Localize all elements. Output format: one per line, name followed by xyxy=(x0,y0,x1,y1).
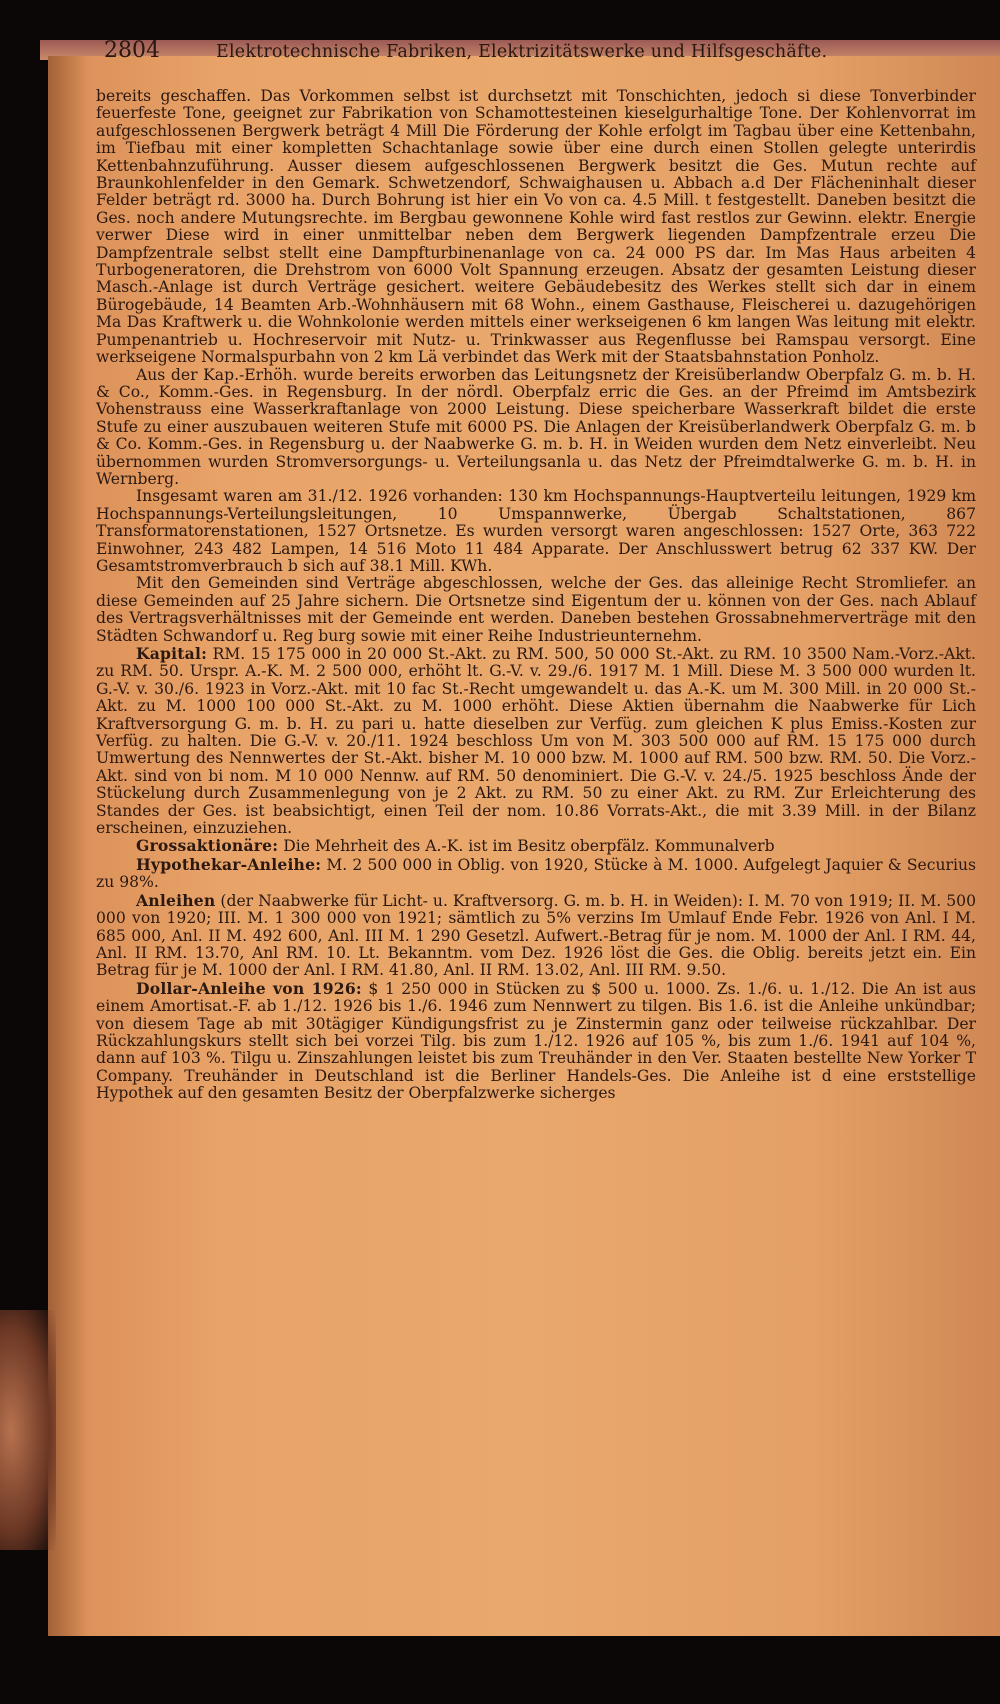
section-label: Dollar-Anleihe von 1926: xyxy=(136,978,362,998)
paragraph-text: bereits geschaffen. Das Vorkommen selbst ist durchsetzt mit Tonschichten, jedoch si diese Tonverbinder feuerfeste Tone, geeignet zur Fabrikation von Schamottesteinen kieselgurhaltige Tone. Der Kohlenvorrat im aufgeschlossenen Bergwerk beträgt 4 Mill Die Förderung der Kohle erfolgt im Tagbau über eine Kettenbahn, im Tiefbau mit einer kompletten Schachtanlage sowie über eine durch einen Stollen gelegte unterirdis Kettenbahnzuführung. Ausser diesem aufgeschlossenen Bergwerk besitzt die Ges. Mutun rechte auf Braunkohlenfelder in den Gemark. Schwetzendorf, Schwaighausen u. Abbach a.d Der Flächeninhalt dieser Felder beträgt rd. 3000 ha. Durch Bohrung ist hier ein Vo von ca. 4.5 Mill. t festgestellt. Daneben besitzt die Ges. noch andere Mutungsrechte. im Bergbau gewonnene Kohle wird fast restlos zur Gewinn. elektr. Energie verwer Diese wird in einer unmittelbar neben dem Bergwerk liegenden Dampfzentrale erzeu Die Dampfzentrale selbst stellt eine Dampfturbinenanlage von ca. 24 000 PS dar. Im Mas Haus arbeiten 4 Turbogeneratoren, die Drehstrom von 6000 Volt Spannung erzeugen. Absatz der gesamten Leistung dieser Masch.-Anlage ist durch Verträge gesichert. weitere Gebäudebesitz des Werkes stellt sich dar in einem Bürogebäude, 14 Beamten Arb.-Wohnhäusern mit 68 Wohn., einem Gasthause, Fleischerei u. dazugehörigen Ma Das Kraftwerk u. die Wohnkolonie werden mittels einer werkseigenen 6 km langen Was leitung mit elektr. Pumpenantrieb u. Hochreservoir mit Nutz- u. Trinkwasser aus Regenflusse bei Ramspau versorgt. Eine werkseigene Normalspurbahn von 2 km Lä verbindet das Werk mit der Staatsbahnstation Ponholz. xyxy=(96,87,976,367)
paragraph-grossaktionaere xyxy=(96,837,976,855)
paragraph-text: M. 2 500 000 in Oblig. von 1920, Stücke à M. 1000. Aufgelegt Jaquier & Securius zu 98%. xyxy=(96,855,976,892)
paragraph-kap-erhoeh xyxy=(96,367,976,489)
paragraph-kapital xyxy=(96,645,976,837)
paragraph-text: Die Mehrheit des A.-K. ist im Besitz oberpfälz. Kommunalverb xyxy=(278,837,775,856)
paragraph-text: RM. 15 175 000 in 20 000 St.-Akt. zu RM. 500, 50 000 St.-Akt. zu RM. 10 3500 Nam.-Vorz.-Akt. zu RM. 50. Urspr. A.-K. M. 2 500 000, erhöht lt. G.-V. v. 29./6. 1917 M. 1 Mill. Diese M. 3 500 000 wurden lt. G.-V. v. 30./6. 1923 in Vorz.-Akt. mit 10 fac St.-Recht umgewandelt u. das A.-K. um M. 300 Mill. in 20 000 St.-Akt. zu M. 1000 100 000 St.-Akt. zu M. 1000 erhöht. Diese Aktien übernahm die Naabwerke für Lich Kraftversorgung G. m. b. H. zu pari u. hatte dieselben zur Verfüg. zum gleichen K plus Emiss.-Kosten zur Verfüg. zu halten. Die G.-V. v. 20./11. 1924 beschloss Um von M. 303 500 000 auf RM. 15 175 000 durch Umwertung des Nennwertes der St.-Akt. bisher M. 10 000 bzw. M. 1000 auf RM. 500 bzw. RM. 50. Die Vorz.-Akt. sind von bi nom. M 10 000 Nennw. auf RM. 50 denominiert. Die G.-V. v. 24./5. 1925 beschloss Ände der Stückelung durch Zusammenlegung von je 2 Akt. zu RM. 50 zu einer Akt. zu RM. Zur Erleichterung des Standes der Ges. ist beabsichtigt, einen Teil der nom. 10.86 Vorrats-Akt., die mit 3.39 Mill. in der Bilanz erscheinen, einzuziehen. xyxy=(96,645,976,838)
section-label: Grossaktionäre: xyxy=(136,836,279,856)
paragraph-anleihen xyxy=(96,892,976,980)
paragraph-dollar-anleihe xyxy=(96,980,976,1103)
paragraph-text: (der Naabwerke für Licht- u. Kraftversorg. G. m. b. H. in Weiden): I. M. 70 von 1919; II. M. 500 000 von 1920; III. M. 1 300 000 von 1921; sämtlich zu 5% verzins Im Umlauf Ende Febr. 1926 von Anl. I M. 685 000, Anl. II M. 492 600, Anl. III M. 1 290 Gesetzl. Aufwert.-Betrag für je nom. M. 1000 der Anl. I RM. 44, Anl. II RM. 13.70, Anl RM. 10. Lt. Bekanntm. vom Dez. 1926 löst die Ges. die Oblig. bereits jetzt ein. Ein Betrag für je M. 1000 der Anl. I RM. 41.80, Anl. II RM. 13.02, Anl. III RM. 9.50. xyxy=(96,891,976,980)
section-label: Hypothekar-Anleihe: xyxy=(136,854,322,874)
section-label: Kapital: xyxy=(136,644,208,663)
bottom-dark-band xyxy=(48,1636,1000,1704)
paragraph-gemeinden xyxy=(96,575,976,645)
page-number: 2804 xyxy=(104,38,160,63)
paragraph-text: Aus der Kap.-Erhöh. wurde bereits erworben das Leitungsnetz der Kreisüberlandw Oberpfalz G. m. b. H. & Co., Komm.-Ges. in Regensburg. In der nördl. Oberpfalz erric die Ges. an der Pfreimd im Amtsbezirk Vohenstrauss eine Wasserkraftanlage von 2000 Leistung. Diese speicherbare Wasserkraft bildet die erste Stufe zu einer auszubauen weiteren Stufe mit 6000 PS. Die Anlagen der Kreisüberlandwerk Oberpfalz G. m. b & Co. Komm.-Ges. in Regensburg u. der Naabwerke G. m. b. H. in Weiden wurden dem Netz einverleibt. Neu übernommen wurden Stromversorgungs- u. Verteilungsanla u. das Netz der Pfreimdtalwerke G. m. b. H. in Wernberg. xyxy=(96,365,976,488)
body-text xyxy=(96,88,976,1103)
running-head: Elektrotechnische Fabriken, Elektrizitätswerke und Hilfsgeschäfte. xyxy=(216,42,828,62)
section-label: Anleihen xyxy=(136,890,216,910)
paragraph-text: $ 1 250 000 in Stücken zu $ 500 u. 1000. Zs. 1./6. u. 1./12. Die An ist aus einem Amortisat.-F. ab 1./12. 1926 bis 1./6. 1946 zum Nennwert zu tilgen. Bis 1.6. ist die Anleihe unkündbar; von diesem Tage ab mit 30tägiger Kündigungsfrist zu je Zinstermin ganz oder teilweise rückzahlbar. Der Rückzahlungskurs stellt sich bei vorzei Tilg. bis zum 1./12. 1926 auf 105 %, bis zum 1./6. 1941 auf 104 %, dann auf 103 %. Tilgu u. Zinszahlungen leistet bis zum Treuhänder in den Ver. Staaten bestellte New Yorker T Company. Treuhänder in Deutschland ist die Berliner Handels-Ges. Die Anleihe ist d eine erststellige Hypothek auf den gesamten Besitz der Oberpfalzwerke sicherges xyxy=(96,979,977,1103)
paragraph-text: Mit den Gemeinden sind Verträge abgeschlossen, welche der Ges. das alleinige Recht Stromliefer. an diese Gemeinden auf 25 Jahre sichern. Die Ortsnetze sind Eigentum der u. können von der Ges. nach Ablauf des Vertragsverhältnisses mit der Gemeinde ent werden. Daneben bestehen Grossabnehmerverträge mit den Städten Schwandorf u. Reg burg sowie mit einer Reihe Industrieunternehm. xyxy=(96,574,976,645)
thumb-shadow xyxy=(0,1310,56,1550)
paragraph-insgesamt xyxy=(96,488,976,575)
paragraph-text: Insgesamt waren am 31./12. 1926 vorhanden: 130 km Hochspannungs-Hauptverteilu leitungen, 1929 km Hochspannungs-Verteilungsleitungen, 10 Umspannwerke, Übergab Schaltstationen, 867 Transformatorenstationen, 1527 Ortsnetze. Es wurden versorgt waren angeschlossen: 1527 Orte, 363 722 Einwohner, 243 482 Lampen, 14 516 Moto 11 484 Apparate. Der Anschlusswert betrug 62 337 KW. Der Gesamtstromverbrauch b sich auf 38.1 Mill. KWh. xyxy=(96,487,976,575)
page-header xyxy=(104,38,944,78)
paragraph-hypothekar-anleihe xyxy=(96,856,976,892)
paragraph-bergwerk xyxy=(96,88,976,367)
